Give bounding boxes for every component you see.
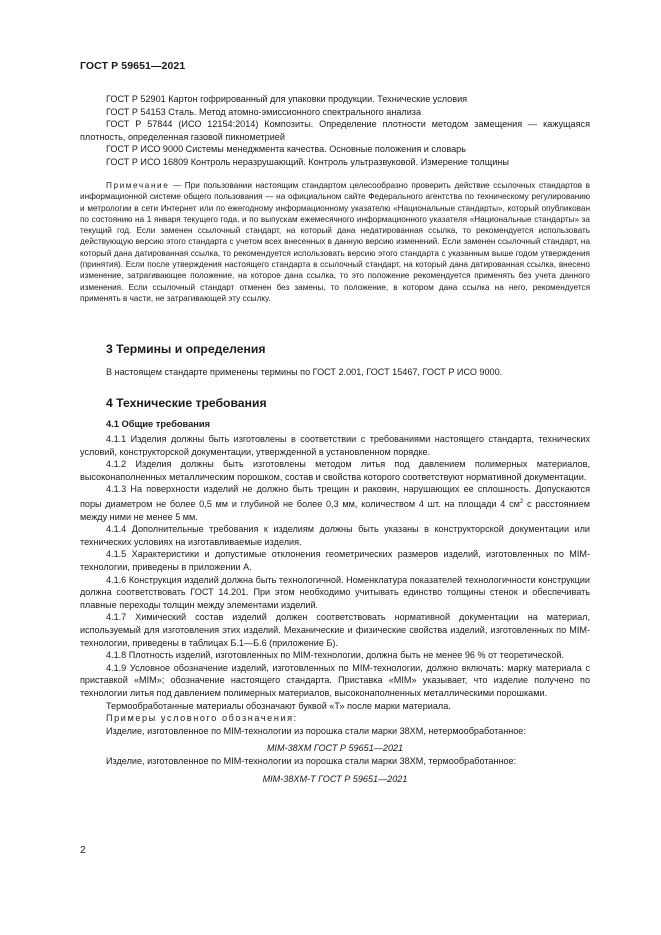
section-4-title: 4 Технические требования [106, 396, 267, 410]
example-2-text: Изделие, изготовленное по MIM-технологии из порошка стали марки 38ХМ, термообработанное: [106, 756, 517, 767]
section-3 [80, 342, 590, 379]
example-1-text: Изделие, изготовленное по MIM-технологии из порошка стали марки 38ХМ, нетермообработанное: [106, 725, 526, 736]
note-text [80, 180, 590, 304]
clause-4-1-9: 4.1.9 Условное обозначение изделий, изготовленных по MIM-технологии, должно включать: марку материала с приставкой «MIM»; обозначение настоящего стандарта. Приставка «MIM» указывает, что изделие получено по технологии литья под давлением полимерных материалов, высоконаполненных металлическими порошками. [80, 662, 590, 698]
clause-4-1-7: 4.1.7 Химический состав изделий должен соответствовать нормативной документации на материал, используемый для изготовления этих изделий. Механические и физические свойства изделий, изготовленных по MIM-технологии, приведены в таблицах Б.1—Б.6 (приложение Б). [80, 612, 590, 648]
clause-4-1-3: 4.1.3 На поверхности изделий не должно быть трещин и раковин, нарушающих ее сплошность. Допускаются поры диаметром не более 0,5 мм и глубиной не более 0,3 мм, количеством 4 шт. на площади 4 $см^2$ с расстоянием между ними не менее 5 мм. [80, 484, 590, 522]
reference-item: ГОСТ Р 54153 Сталь. Метод атомно-эмиссионного спектрального анализа [106, 106, 422, 117]
clause-4-1-2: 4.1.2 Изделия должны быть изготовлены методом литья под давлением полимерных материалов, высоконаполненных металлическим порошком, состав и свойства которого соответствуют нормативной документации. [80, 459, 590, 482]
section-4 [80, 396, 590, 784]
reference-item: ГОСТ Р ИСО 16809 Контроль неразрушающий. Контроль ультразвуковой. Измерение толщины [106, 156, 509, 167]
section-3-title: 3 Термины и определения [106, 342, 266, 356]
section-3-text: В настоящем стандарте применены термины по ГОСТ 2.001, ГОСТ 15467, ГОСТ Р ИСО 9000. [106, 367, 503, 377]
subsection-4-1-title: 4.1 Общие требования [106, 419, 211, 429]
clause-4-1-6: 4.1.6 Конструкция изделий должна быть технологичной. Номенклатура показателей технологичности конструкции должна соответствовать ГОСТ 14.201. При этом необходимо учитывать единство толщины стенок и обеспечивать плавные переходы толщин между элементами изделий. [80, 574, 590, 610]
heat-treated-note: Термообработанные материалы обозначают буквой «Т» после марки материала. [106, 700, 451, 711]
note-block [80, 180, 590, 304]
note-label: Примечание [106, 181, 170, 190]
reference-item: ГОСТ Р 57844 (ИСО 12154:2014) Композиты. Определение плотности методом замещения — кажущаяся плотность, определенная газовой пикнометрией [80, 119, 590, 142]
note-body: — При пользовании настоящим стандартом целесообразно проверить действие ссылочных стандартов в информационной системе общего пользования — на официальном сайте Федерального агентства по техническому регулированию и метрологии в сети Интернет или по ежегодному информационному указателю «Национальные стандарты», который опубликован по состоянию на 1 января текущего года, и по выпускам ежемесячного информационного указателя «Национальные стандарты» за текущий год. Если заменен ссылочный стандарт, на который дана недатированная ссылка, то рекомендуется использовать действующую версию этого стандарта с учетом всех внесенных в данную версию изменений. Если заменен ссылочный стандарт, на который дана датированная ссылка, то рекомендуется использовать версию этого стандарта с указанным выше годом утверждения (принятия). Если после утверждения настоящего стандарта в ссылочный стандарт, на который дана датированная ссылка, внесено изменение, затрагивающее положение, на которое дана ссылка, то это положение рекомендуется применять без учета данного изменения. Если ссылочный стандарт отменен без замены, то положение, в котором дана ссылка на него, рекомендуется применять в части, не затрагивающей эту ссылку. [80, 181, 590, 303]
clause-4-1-8: 4.1.8 Плотность изделий, изготовленных по MIM-технологии, должна быть не менее 96 % от теоретической. [106, 650, 564, 661]
example-1-code: MIM-38ХМ ГОСТ Р 59651—2021 [266, 743, 404, 754]
examples-label: Примеры условного обозначения: [106, 713, 298, 724]
page-number: 2 [80, 845, 86, 856]
references-list [80, 93, 590, 169]
example-2-code: MIM-38ХМ-Т ГОСТ Р 59651—2021 [262, 773, 408, 784]
clause-4-1-1: 4.1.1 Изделия должны быть изготовлены в соответствии с требованиями настоящего стандарта, технических условий, конструкторской документации, утвержденной в установленном порядке. [80, 434, 590, 457]
clause-4-1-5: 4.1.5 Характеристики и допустимые отклонения геометрических размеров изделий, изготовленных по MIM-технологии, приведены в приложении А. [80, 549, 590, 572]
reference-item: ГОСТ Р ИСО 9000 Системы менеджмента качества. Основные положения и словарь [106, 144, 466, 155]
document-code-header: ГОСТ Р 59651—2021 [80, 60, 186, 72]
reference-item: ГОСТ Р 52901 Картон гофрированный для упаковки продукции. Технические условия [106, 94, 468, 104]
clause-4-1-4: 4.1.4 Дополнительные требования к изделиям должны быть указаны в конструкторской документации или технических условиях на изготавливаемые изделия. [80, 524, 590, 547]
